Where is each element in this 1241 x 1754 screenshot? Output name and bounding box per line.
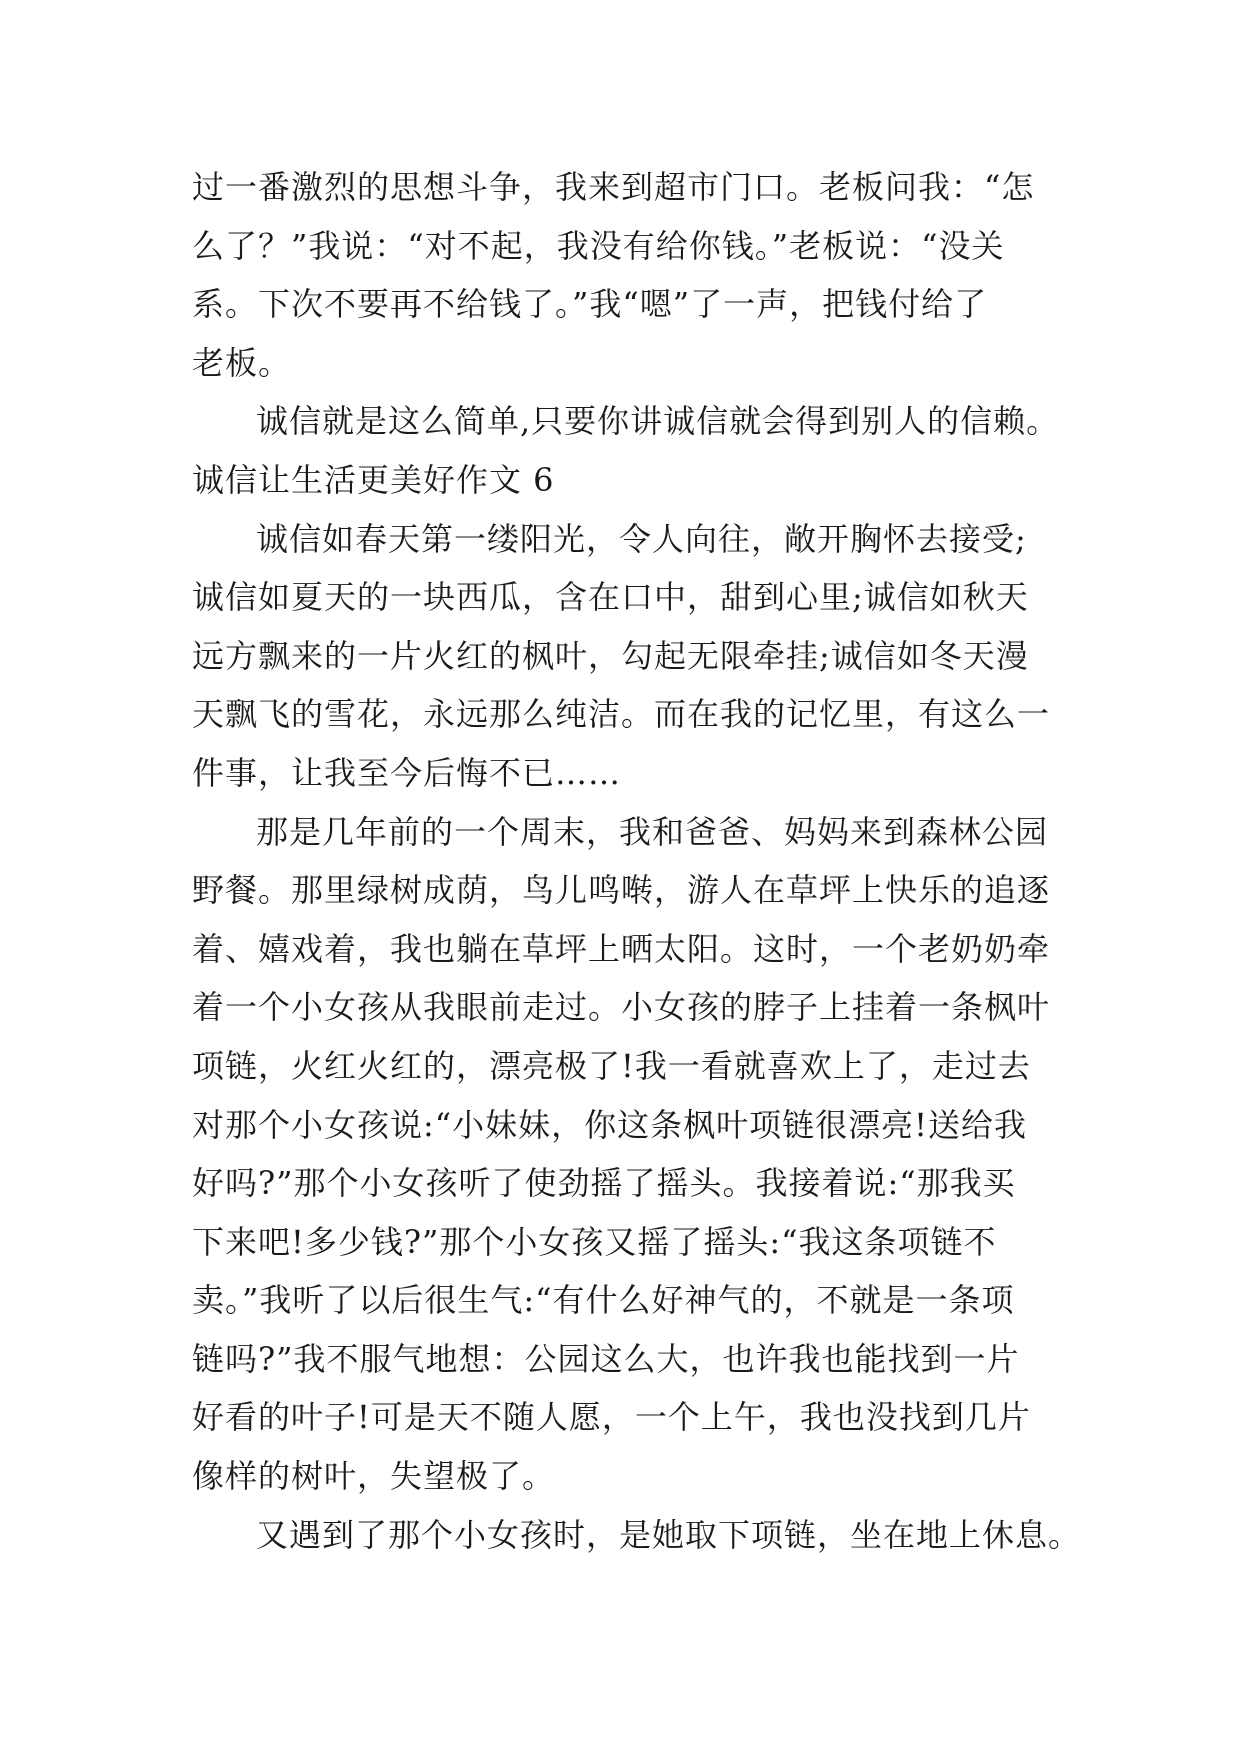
text-line: 又遇到了那个小女孩时，是她取下项链，坐在地上休息。 <box>256 1515 1082 1554</box>
text-line: 项链，火红火红的，漂亮极了!我一看就喜欢上了，走过去 <box>192 1046 1031 1085</box>
text-line: 着、嬉戏着，我也躺在草坪上晒太阳。这时，一个老奶奶牵 <box>192 929 1051 968</box>
text-line: 么了？”我说：“对不起，我没有给你钱。”老板说：“没关 <box>192 226 1005 265</box>
text-line: 卖。”我听了以后很生气:“有什么好神气的，不就是一条项 <box>192 1281 1015 1320</box>
text-line: 着一个小女孩从我眼前走过。小女孩的脖子上挂着一条枫叶 <box>192 988 1051 1027</box>
text-line: 那是几年前的一个周末，我和爸爸、妈妈来到森林公园 <box>256 812 1049 851</box>
text-line: 好吗?”那个小女孩听了使劲摇了摇头。我接着说:“那我买 <box>192 1164 1016 1203</box>
text-line: 诚信如春天第一缕阳光，令人向往，敞开胸怀去接受; <box>256 519 1027 558</box>
text-line: 远方飘来的一片火红的枫叶，勾起无限牵挂;诚信如冬天漫 <box>192 636 1029 675</box>
text-line: 系。下次不要再不给钱了。”我“嗯”了一声，把钱付给了 <box>192 285 988 324</box>
text-line: 对那个小女孩说:“小妹妹，你这条枫叶项链很漂亮!送给我 <box>192 1105 1028 1144</box>
section-heading: 诚信让生活更美好作文 6 <box>192 460 555 499</box>
text-line: 诚信如夏天的一块西瓜，含在口中，甜到心里;诚信如秋天 <box>192 578 1029 617</box>
text-line: 链吗?”我不服气地想：公园这么大，也许我也能找到一片 <box>192 1339 1020 1378</box>
text-line: 天飘飞的雪花，永远那么纯洁。而在我的记忆里，有这么一 <box>192 695 1051 734</box>
document-page <box>192 158 1082 1564</box>
text-line: 下来吧!多少钱?”那个小女孩又摇了摇头:“我这条项链不 <box>192 1222 997 1261</box>
text-line: 像样的树叶，失望极了。 <box>192 1457 556 1496</box>
text-line: 过一番激烈的思想斗争，我来到超市门口。老板问我：“怎 <box>192 168 1035 206</box>
text-line: 件事，让我至今后悔不已…… <box>192 753 622 792</box>
text-line: 好看的叶子!可是天不随人愿，一个上午，我也没找到几片 <box>192 1398 1031 1437</box>
text-line: 野餐。那里绿树成荫，鸟儿鸣啭，游人在草坪上快乐的追逐 <box>192 871 1051 910</box>
text-line: 诚信就是这么简单,只要你讲诚信就会得到别人的信赖。 <box>256 402 1060 441</box>
text-line: 老板。 <box>192 343 292 382</box>
